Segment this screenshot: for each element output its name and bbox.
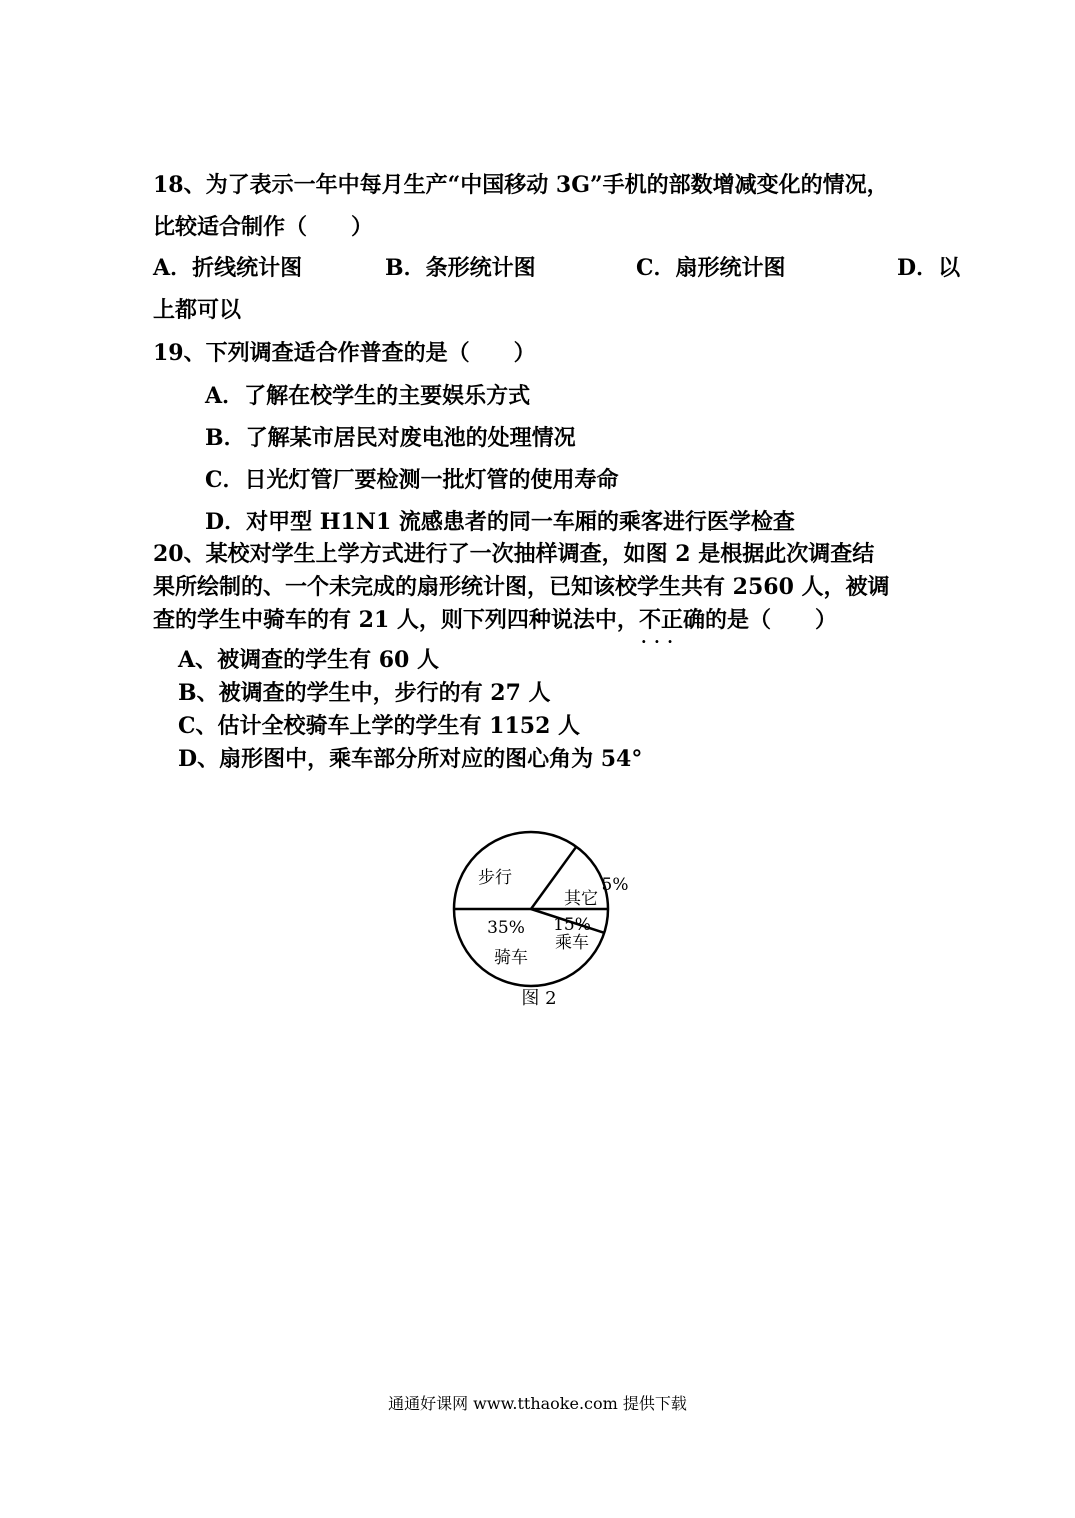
pie-slice-label: 乘车: [555, 933, 589, 953]
q20-line2: 果所绘制的、一个未完成的扇形统计图，已知该校学生共有 2560 人，被调: [153, 574, 890, 600]
q20-emphasis-text: 不正确 · · ·: [639, 607, 705, 633]
q20-option-b: B、被调查的学生中，步行的有 27 人: [178, 680, 551, 706]
pie-slice-label: 步行: [478, 868, 512, 888]
pie-chart: [440, 820, 660, 1020]
figure-caption: 图 2: [521, 988, 557, 1009]
q18-line1: 18、为了表示一年中每月生产“中国移动 3G”手机的部数增减变化的情况，: [153, 172, 889, 198]
q20-line1: 20、某校对学生上学方式进行了一次抽样调查，如图 2 是根据此次调查结: [153, 541, 875, 567]
pie-slice-label: 骑车: [494, 948, 528, 968]
q20-line3-pre: 查的学生中骑车的有 21 人，则下列四种说法中，: [153, 607, 639, 633]
q19-option-c: C．日光灯管厂要检测一批灯管的使用寿命: [205, 467, 619, 493]
q20-option-c: C、估计全校骑车上学的学生有 1152 人: [178, 713, 581, 739]
q20-line3-post: 的是（ ）: [704, 607, 837, 633]
footer-text: 通通好课网 www.tthaoke.com 提供下载: [388, 1394, 687, 1413]
pie-slice-percent: 5%: [601, 875, 629, 895]
q19-stem: 19、下列调查适合作普查的是（ ）: [153, 340, 536, 366]
q18-line4: 上都可以: [153, 297, 242, 323]
q19-option-d: D．对甲型 H1N1 流感患者的同一车厢的乘客进行医学检查: [205, 509, 795, 535]
pie-slice-label: 其它: [564, 889, 598, 909]
q19-option-a: A．了解在校学生的主要娱乐方式: [205, 383, 531, 409]
q18-option-c: C．扇形统计图: [636, 255, 786, 281]
q20-option-a: A、被调查的学生有 60 人: [178, 647, 440, 673]
q20-line3: [153, 605, 837, 635]
q18-option-a: A．折线统计图: [153, 255, 303, 281]
pie-slice-percent: 35%: [487, 918, 525, 938]
q20-option-d: D、扇形图中，乘车部分所对应的图心角为 54°: [178, 746, 643, 772]
q18-option-d: D．以: [897, 255, 961, 281]
q18-option-b: B．条形统计图: [385, 255, 536, 281]
q18-line2: 比较适合制作（ ）: [153, 214, 374, 240]
q19-option-b: B．了解某市居民对废电池的处理情况: [205, 425, 576, 451]
pie-slice-percent: 15%: [553, 915, 591, 935]
